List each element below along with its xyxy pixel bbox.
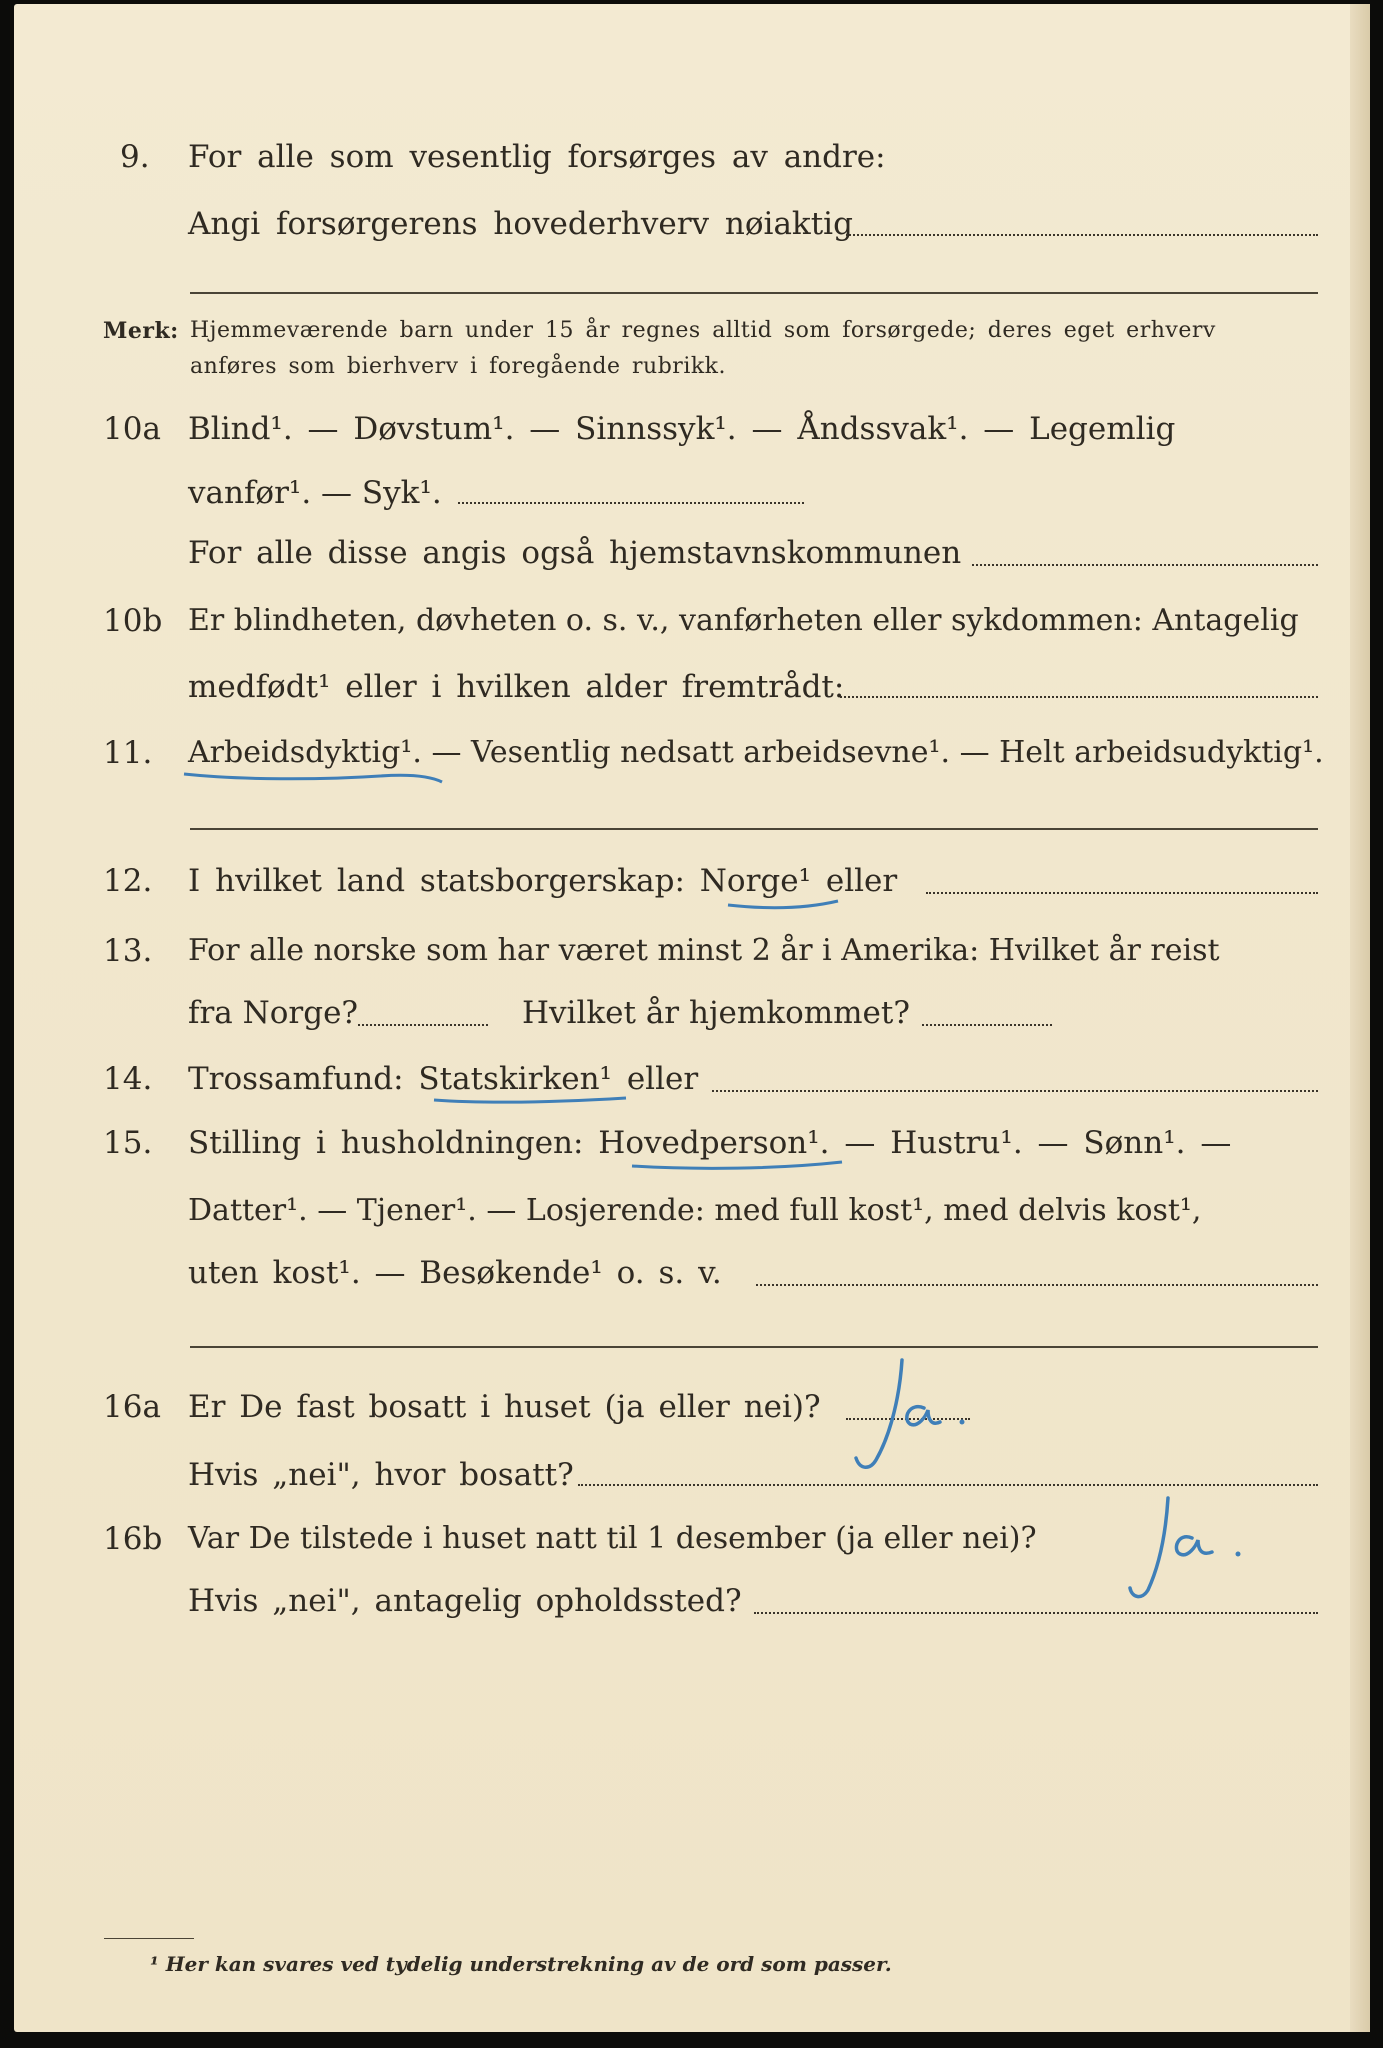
q10a-kommune-field[interactable] — [972, 564, 1318, 566]
merk-label: Merk: — [103, 318, 179, 344]
q12-line1: I hvilket land statsborgerskap: Norge¹ eller — [188, 863, 898, 899]
merk-line1: Hjemmeværende barn under 15 år regnes alltid som forsørgede; deres eget erhverv — [190, 318, 1216, 343]
q15-field[interactable] — [756, 1284, 1318, 1286]
q9-line2: Angi forsørgerens hovederhverv nøiaktig — [188, 206, 853, 242]
q10a-line2: vanfør¹. — Syk¹. — [188, 475, 442, 511]
q16a-handwritten-ja — [840, 1352, 980, 1482]
q15-blank-line[interactable] — [190, 1346, 1318, 1348]
q14-line1: Trossamfund: Statskirken¹ eller — [188, 1061, 699, 1097]
q13-hjemkommet-field[interactable] — [922, 1024, 1052, 1026]
q13-line1: For alle norske som har været minst 2 år i Amerika: Hvilket år reist — [188, 933, 1220, 968]
merk-line2: anføres som bierhverv i foregående rubrikk. — [190, 354, 727, 379]
q15-line3: uten kost¹. — Besøkende¹ o. s. v. — [188, 1255, 722, 1291]
q12-field[interactable] — [926, 892, 1318, 894]
q10a-line1: Blind¹. — Døvstum¹. — Sinnssyk¹. — Åndssvak¹. — Legemlig — [188, 411, 1176, 447]
q10b-line2: medfødt¹ eller i hvilken alder fremtrådt: — [188, 669, 845, 705]
question-number-9: 9. — [120, 139, 150, 175]
q13-line2a: fra Norge? — [188, 995, 359, 1031]
q16b-line2: Hvis „nei", antagelig opholdssted? — [188, 1583, 742, 1619]
question-number-16b: 16b — [103, 1521, 163, 1557]
q9-answer-field[interactable] — [846, 234, 1318, 236]
statskirken-underline — [430, 1090, 630, 1112]
footnote-separator — [104, 1938, 194, 1939]
question-number-10a: 10a — [103, 411, 161, 447]
question-number-13: 13. — [103, 933, 153, 969]
q13-reist-field[interactable] — [358, 1024, 488, 1026]
norge-underline — [724, 893, 844, 917]
q10b-field[interactable] — [840, 696, 1318, 698]
hovedperson-underline — [628, 1156, 848, 1178]
arbeidsdyktig-underline — [180, 760, 450, 790]
q16a-line2: Hvis „nei", hvor bosatt? — [188, 1457, 574, 1493]
question-number-10b: 10b — [103, 603, 163, 639]
question-number-15: 15. — [103, 1125, 153, 1161]
q16b-opholdssted-field[interactable] — [754, 1612, 1318, 1614]
q16b-line1: Var De tilstede i huset natt til 1 desember (ja eller nei)? — [188, 1521, 1037, 1556]
q16b-handwritten-ja — [1120, 1494, 1260, 1614]
q15-line1: Stilling i husholdningen: Hovedperson¹. — Hustru¹. — Sønn¹. — — [188, 1125, 1232, 1161]
question-number-16a: 16a — [103, 1389, 161, 1425]
q16a-line1: Er De fast bosatt i huset (ja eller nei)? — [188, 1389, 821, 1425]
question-number-12: 12. — [103, 863, 153, 899]
question-number-11: 11. — [103, 735, 153, 771]
q10a-line3: For alle disse angis også hjemstavnskommunen — [188, 535, 962, 571]
q10b-line1: Er blindheten, døvheten o. s. v., vanførheten eller sykdommen: Antagelig — [188, 603, 1299, 638]
q13-line2b: Hvilket år hjemkommet? — [522, 995, 910, 1031]
question-number-14: 14. — [103, 1061, 153, 1097]
q14-field[interactable] — [712, 1090, 1318, 1092]
q15-line2: Datter¹. — Tjener¹. — Losjerende: med full kost¹, med delvis kost¹, — [188, 1193, 1202, 1228]
q11-blank-line[interactable] — [190, 828, 1318, 830]
q9-line1: For alle som vesentlig forsørges av andre: — [188, 139, 886, 175]
q9-blank-line[interactable] — [190, 292, 1318, 294]
footnote: ¹ Her kan svares ved tydelig understrekning av de ord som passer. — [150, 1952, 892, 1976]
q10a-syk-field[interactable] — [458, 502, 804, 504]
q11-line1: Arbeidsdyktig¹. — Vesentlig nedsatt arbeidsevne¹. — Helt arbeidsudyktig¹. — [188, 735, 1324, 770]
q16a-bosatt-field[interactable] — [578, 1484, 1318, 1486]
